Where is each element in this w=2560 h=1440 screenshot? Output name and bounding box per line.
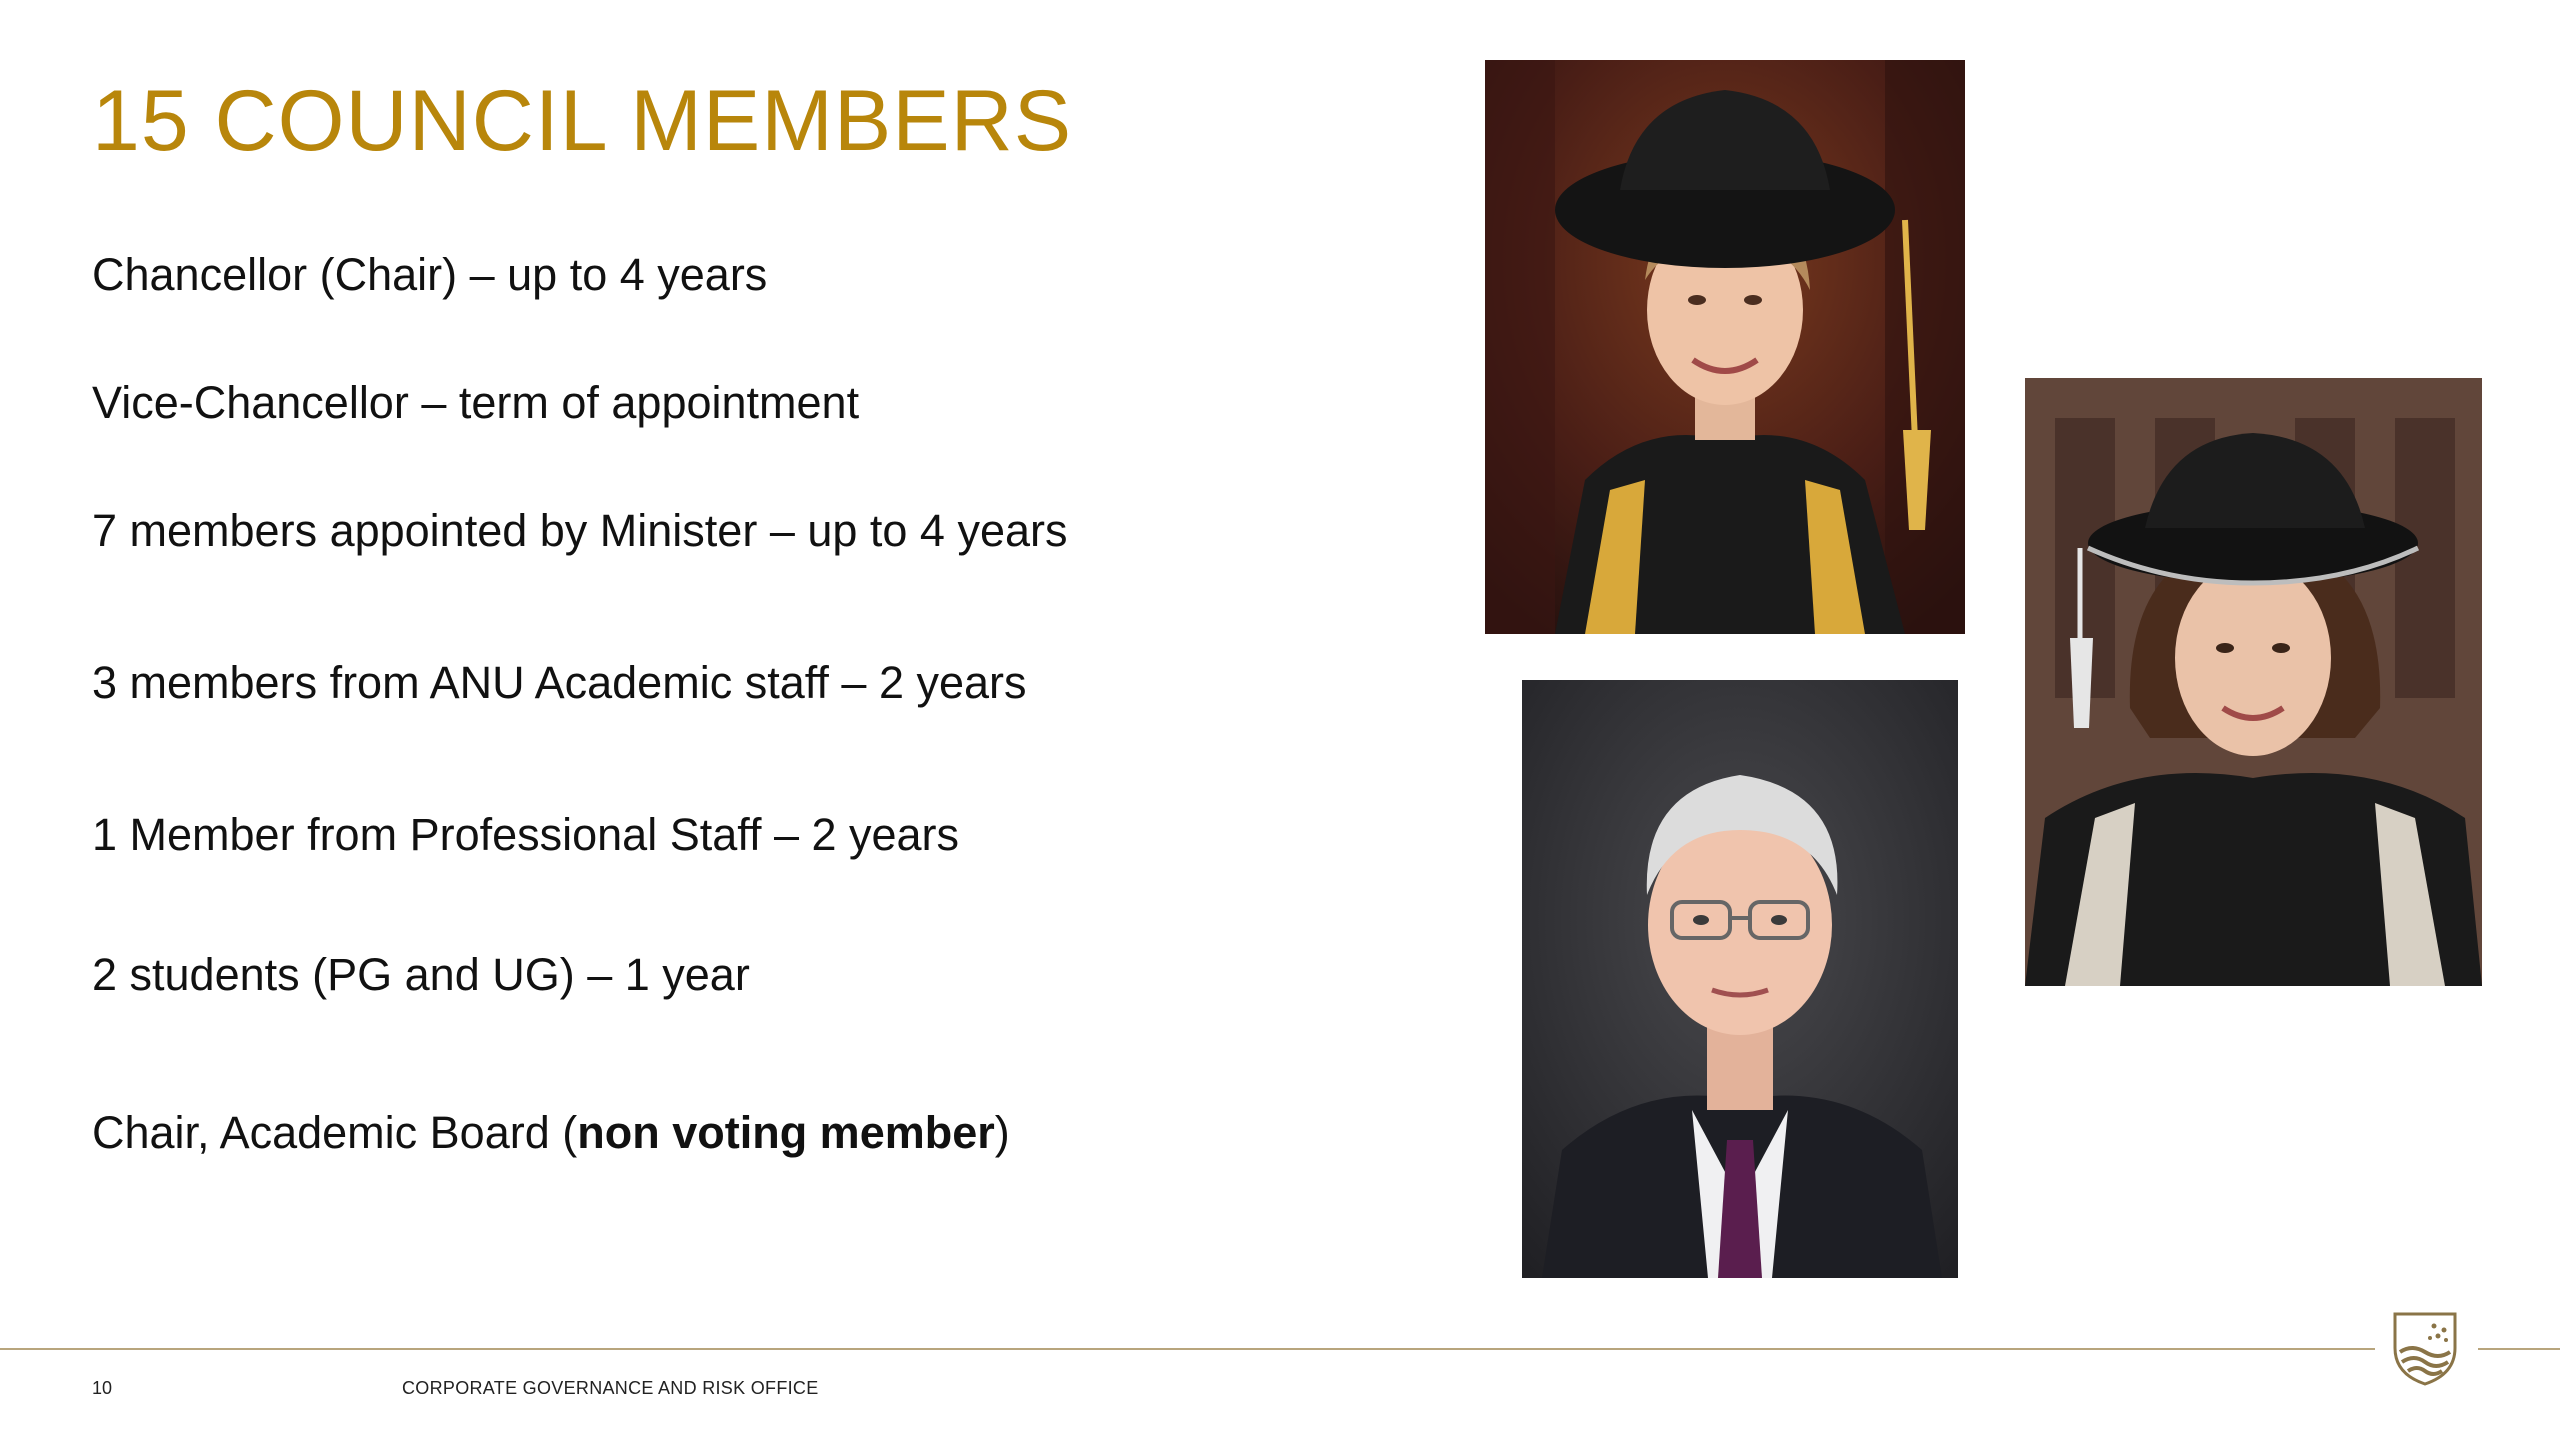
footer-rule — [0, 1348, 2375, 1350]
member-item-minister-appointed: 7 members appointed by Minister – up to 4 years — [92, 505, 1068, 556]
footer-rule-right — [2478, 1348, 2560, 1350]
vice-chancellor-photo — [2025, 378, 2482, 986]
footer-office-name: CORPORATE GOVERNANCE AND RISK OFFICE — [402, 1378, 819, 1398]
chancellor-photo — [1485, 60, 1965, 634]
academic-board-suffix: ) — [994, 1107, 1010, 1158]
non-voting-label: non voting member — [577, 1107, 995, 1158]
member-item-students: 2 students (PG and UG) – 1 year — [92, 949, 750, 1000]
member-photo-man — [1522, 680, 1958, 1278]
member-item-academic-staff: 3 members from ANU Academic staff – 2 years — [92, 657, 1027, 708]
anu-crest-icon — [2390, 1308, 2460, 1386]
member-item-vice-chancellor: Vice-Chancellor – term of appointment — [92, 377, 860, 428]
slide-title: 15 COUNCIL MEMBERS — [92, 73, 1073, 169]
member-item-academic-board-chair — [92, 1108, 1010, 1158]
member-item-professional-staff: 1 Member from Professional Staff – 2 years — [92, 809, 960, 860]
academic-board-prefix: Chair, Academic Board ( — [92, 1107, 578, 1158]
page-number: 10 — [92, 1378, 113, 1398]
member-item-chancellor: Chancellor (Chair) – up to 4 years — [92, 249, 768, 300]
